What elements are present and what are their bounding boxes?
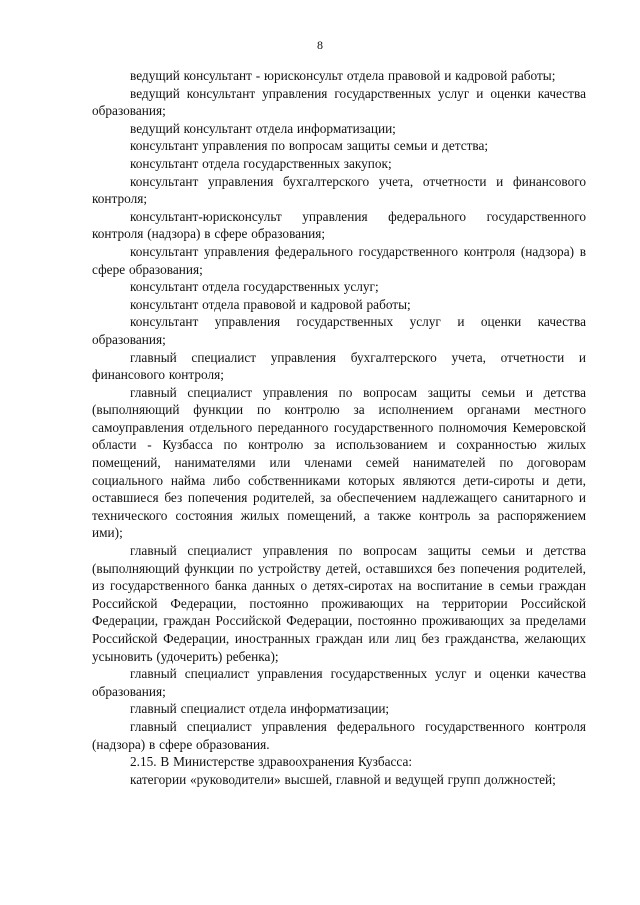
paragraph: главный специалист управления федерального государственного контроля (надзора) в сфере образования. xyxy=(92,718,586,752)
paragraph: консультант отдела правовой и кадровой работы; xyxy=(130,296,411,312)
paragraph: ведущий консультант отдела информатизации; xyxy=(130,120,396,136)
paragraph: консультант отдела государственных закупок; xyxy=(130,155,392,171)
paragraph: главный специалист отдела информатизации; xyxy=(130,701,390,717)
paragraph: консультант управления по вопросам защиты семьи и детства; xyxy=(130,138,489,154)
paragraph: консультант управления государственных услуг и оценки качества образования; xyxy=(92,314,586,347)
paragraph: ведущий консультант управления государственных услуг и оценки качества образования; xyxy=(92,85,586,119)
paragraph: консультант управления бухгалтерского учета, отчетности и финансового контроля; xyxy=(92,173,586,207)
paragraph: главный специалист управления по вопросам защиты семьи и детства (выполняющий функции по устройству детей, оставшихся без попечения родителей, из государственного банка данных о детях-сиротах на воспитание в семьи граждан Российской Федерации, постоянно проживающих на территории Российской Федерации, граждан Российской Федерации, постоянно проживающих за пределами Российской Федерации, иностранных граждан или лиц без гражданства, желающих усыновить (удочерить) ребенка); xyxy=(92,543,586,664)
paragraph: главный специалист управления бухгалтерского учета, отчетности и финансового контроля; xyxy=(92,349,586,383)
paragraph: консультант-юрисконсульт управления федерального государственного контроля (надзора) в сфере образования; xyxy=(92,208,586,242)
paragraph: ведущий консультант - юрисконсульт отдела правовой и кадровой работы; xyxy=(130,68,556,83)
paragraph: консультант управления федерального государственного контроля (надзора) в сфере образования; xyxy=(92,243,586,277)
paragraph: главный специалист управления государственных услуг и оценки качества образования; xyxy=(92,666,586,699)
document-body xyxy=(92,67,586,788)
paragraph: главный специалист управления по вопросам защиты семьи и детства (выполняющий функции по контролю за исполнением органами местного самоуправления отдельного переданного государственного полномочия Кемеровской области - Кузбасса по контролю за использованием и сохранностью жилых помещений, нанимателями или членами семей нанимателей по договорам социального найма либо собственниками которых являются дети-сироты и дети, оставшиеся без попечения родителей, за обеспечением надлежащего санитарного и технического состояния жилых помещений, а также контроль за распоряжением ими); xyxy=(92,384,586,541)
section-heading: 2.15. В Министерстве здравоохранения Кузбасса: xyxy=(130,754,413,770)
page-number: 8 xyxy=(317,38,323,52)
paragraph: категории «руководители» высшей, главной и ведущей групп должностей; xyxy=(130,771,556,787)
paragraph: консультант отдела государственных услуг; xyxy=(130,279,379,295)
